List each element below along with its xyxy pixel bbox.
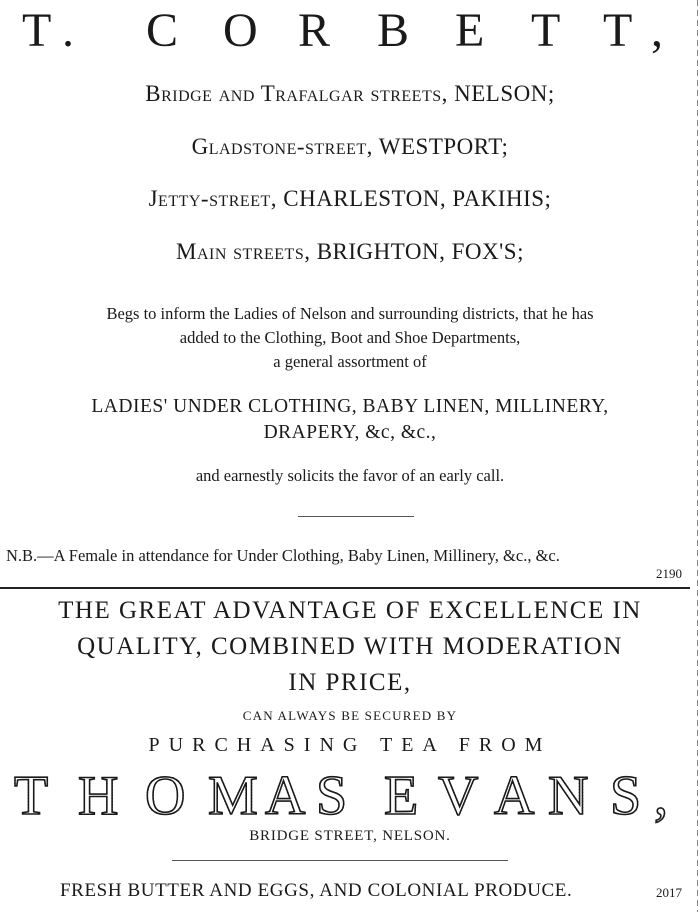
produce-line: FRESH BUTTER AND EGGS, AND COLONIAL PRODUCE. [60,880,573,901]
address-charleston [0,185,700,213]
corbett-heading-letter: E [455,4,485,57]
corbett-heading-letter: T [603,4,633,57]
address-brighton [0,238,700,266]
notice-line: a general assortment of [273,352,427,371]
evans-heading-letter: M [208,765,258,827]
corbett-heading-letter: , [651,4,663,57]
address-street: Gladstone-street, [191,134,373,159]
ad-number: 2017 [656,885,682,900]
address-westport [0,133,700,161]
corbett-heading-letter: C [146,4,179,57]
long-divider [172,860,508,861]
purchasing-line: PURCHASING TEA FROM [148,734,552,756]
thomas-evans-heading [0,766,700,828]
address-street: Jetty-street, [148,186,277,211]
headline-line: QUALITY, COMBINED WITH MODERATION [77,633,623,660]
corbett-heading-letter: R [298,4,331,57]
evans-heading-letter: S [316,765,348,827]
evans-heading-letter: V [438,765,479,827]
evans-heading-letter: O [145,765,186,827]
goods-line: LADIES' UNDER CLOTHING, BABY LINEN, MILLINERY, [91,396,609,417]
address-nelson [0,80,700,108]
address-town: BRIGHTON, FOX'S; [316,239,524,264]
short-divider [298,516,414,517]
address-town: WESTPORT; [378,134,509,159]
evans-heading-letter: A [494,765,535,827]
solicit-line: and earnestly solicits the favor of an early call. [195,466,505,485]
headline-line: IN PRICE, [288,669,412,696]
ad-number: 2190 [656,566,682,581]
notice-line: added to the Clothing, Boot and Shoe Departments, [179,328,521,347]
evans-heading-letter: N [548,765,589,827]
advertisement-divider [0,587,690,589]
headline-line: THE GREAT ADVANTAGE OF EXCELLENCE IN [58,597,642,624]
address-street: Main streets, [176,239,311,264]
evans-heading-letter: , [654,765,668,827]
evans-heading-letter: S [610,765,642,827]
address-street: Bridge and Trafalgar streets, [145,81,448,106]
corbett-heading-letter: O [223,4,258,57]
evans-heading-letter: T [14,765,49,827]
evans-heading-letter: E [384,765,419,827]
corbett-heading [0,6,700,56]
address-town: NELSON; [454,81,555,106]
corbett-heading-letter: T [22,4,52,57]
goods-line: DRAPERY, &c, &c., [263,422,437,443]
secured-line: CAN ALWAYS BE SECURED BY [242,708,458,723]
corbett-heading-letter: T [531,4,561,57]
address-town: CHARLESTON, PAKIHIS; [283,186,552,211]
evans-heading-letter: A [265,765,306,827]
nb-note: N.B.—A Female in attendance for Under Clothing, Baby Linen, Millinery, &c., &c. [6,546,560,565]
corbett-heading-letter: B [377,4,410,57]
notice-line: Begs to inform the Ladies of Nelson and surrounding districts, that he has [106,304,594,323]
evans-heading-letter: H [78,765,119,827]
evans-address: BRIDGE STREET, NELSON. [249,828,451,844]
corbett-heading-letter: . [62,4,74,57]
